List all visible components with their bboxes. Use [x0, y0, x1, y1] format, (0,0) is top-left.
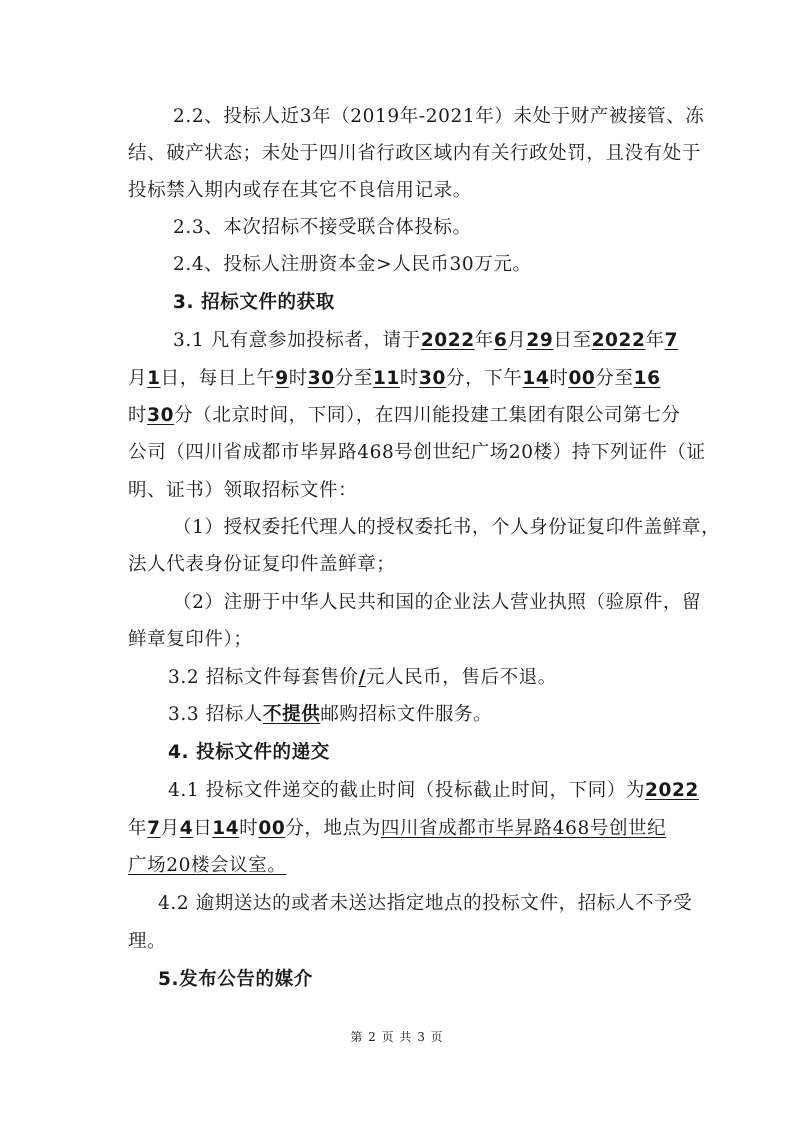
- text: 年: [474, 330, 494, 351]
- text: 元人民币，售后不退。: [365, 667, 557, 688]
- text: 时: [288, 368, 308, 389]
- deadline-minute: 00: [258, 818, 286, 839]
- para-3-1-line-3: [128, 403, 681, 429]
- text: 年: [128, 818, 148, 839]
- section-3-heading: 3. 招标文件的获取: [173, 292, 335, 313]
- para-4-2-line-1: 4.2 逾期送达的或者未送达指定地点的投标文件，招标人不予受: [158, 893, 693, 914]
- text: 时: [549, 368, 569, 389]
- item-1-line-2: 法人代表身份证复印件盖鲜章；: [128, 554, 396, 575]
- para-3-1-line-4: 公司（四川省成都市毕昇路468号创世纪广场20楼）持下列证件（证: [128, 442, 706, 463]
- text: 日，每日上午: [160, 368, 276, 389]
- text: 年: [645, 330, 665, 351]
- section-4-heading: 4. 投标文件的递交: [168, 742, 330, 763]
- text: 时: [239, 818, 259, 839]
- deadline-month: 7: [147, 818, 161, 839]
- text: 3.3 招标人: [168, 704, 264, 725]
- para-2-2-line-3: 投标禁入期内或存在其它不良信用记录。: [128, 180, 472, 201]
- para-3-1-line-5: 明、证书）领取招标文件：: [128, 480, 358, 501]
- deadline-day: 4: [179, 818, 194, 839]
- end-day: 1: [147, 368, 161, 389]
- end-year: 2022: [591, 330, 646, 351]
- start-month: 6: [493, 330, 508, 351]
- para-2-4: 2.4、投标人注册资本金>人民币30万元。: [173, 254, 532, 275]
- text: 分至: [595, 368, 634, 389]
- text: 邮购招标文件服务。: [320, 704, 493, 725]
- pm-start-hour: 14: [522, 368, 550, 389]
- item-2-line-1: （2）注册于中华人民共和国的企业法人营业执照（验原件，留: [173, 592, 702, 613]
- para-3-1-line-2: [128, 366, 661, 392]
- am-start-minute: 30: [307, 368, 335, 389]
- pm-start-minute: 00: [568, 368, 596, 389]
- section-5-heading: 5.发布公告的媒介: [158, 969, 313, 990]
- am-start-hour: 9: [275, 368, 289, 389]
- item-1-line-1: （1）授权委托代理人的授权委托书，个人身份证复印件盖鲜章，: [173, 517, 721, 538]
- text: 日: [193, 818, 213, 839]
- para-2-2-line-1: 2.2、投标人近3年（2019年-2021年）未处于财产被接管、冻: [173, 106, 705, 127]
- text: 分，地点为: [285, 818, 381, 839]
- text: 月: [507, 330, 527, 351]
- text: 月: [160, 818, 180, 839]
- end-month: 7: [664, 330, 679, 351]
- am-end-minute: 30: [419, 368, 446, 389]
- mail-service-flag: 不提供: [263, 704, 321, 725]
- para-4-1-line-2: [128, 816, 666, 842]
- para-3-2: [168, 665, 557, 691]
- item-2-line-2: 鲜章复印件）；: [128, 629, 253, 650]
- para-4-1-line-1: [168, 778, 699, 804]
- deadline-year: 2022: [645, 780, 699, 801]
- submission-place: 四川省成都市毕昇路468号创世纪: [380, 818, 667, 839]
- text: 3.2 招标文件每套售价: [168, 667, 359, 688]
- page-number-footer: 第 2 页 共 3 页: [350, 1030, 444, 1044]
- am-end-hour: 11: [372, 368, 400, 389]
- text: 日至: [553, 330, 592, 351]
- text: 分，下午: [445, 368, 523, 389]
- para-3-1-line-1: [173, 328, 678, 354]
- para-3-3: [168, 702, 492, 728]
- para-4-2-line-2: 理。: [128, 931, 167, 952]
- start-year: 2022: [420, 330, 475, 351]
- para-4-1-line-3: [128, 853, 286, 879]
- pm-end-minute: 30: [147, 405, 175, 426]
- text: 时: [128, 405, 148, 426]
- text: 3.1 凡有意参加投标者，请于: [173, 330, 421, 351]
- para-2-2-line-2: 结、破产状态；未处于四川省行政区域内有关行政处罚，且没有处于: [128, 143, 702, 164]
- submission-place-cont: 广场20楼会议室。: [128, 855, 287, 876]
- text: 时: [399, 368, 420, 389]
- pm-end-hour: 16: [633, 368, 661, 389]
- price-value: /: [358, 667, 366, 688]
- text: 分至: [334, 368, 373, 389]
- para-2-3: 2.3、本次招标不接受联合体投标。: [173, 217, 472, 238]
- text: 分（北京时间，下同），在四川能投建工集团有限公司第七分: [174, 405, 681, 426]
- text: 月: [128, 368, 148, 389]
- deadline-hour: 14: [212, 818, 240, 839]
- text: 4.1 投标文件递交的截止时间（投标截止时间，下同）为: [168, 780, 646, 801]
- start-day: 29: [526, 330, 554, 351]
